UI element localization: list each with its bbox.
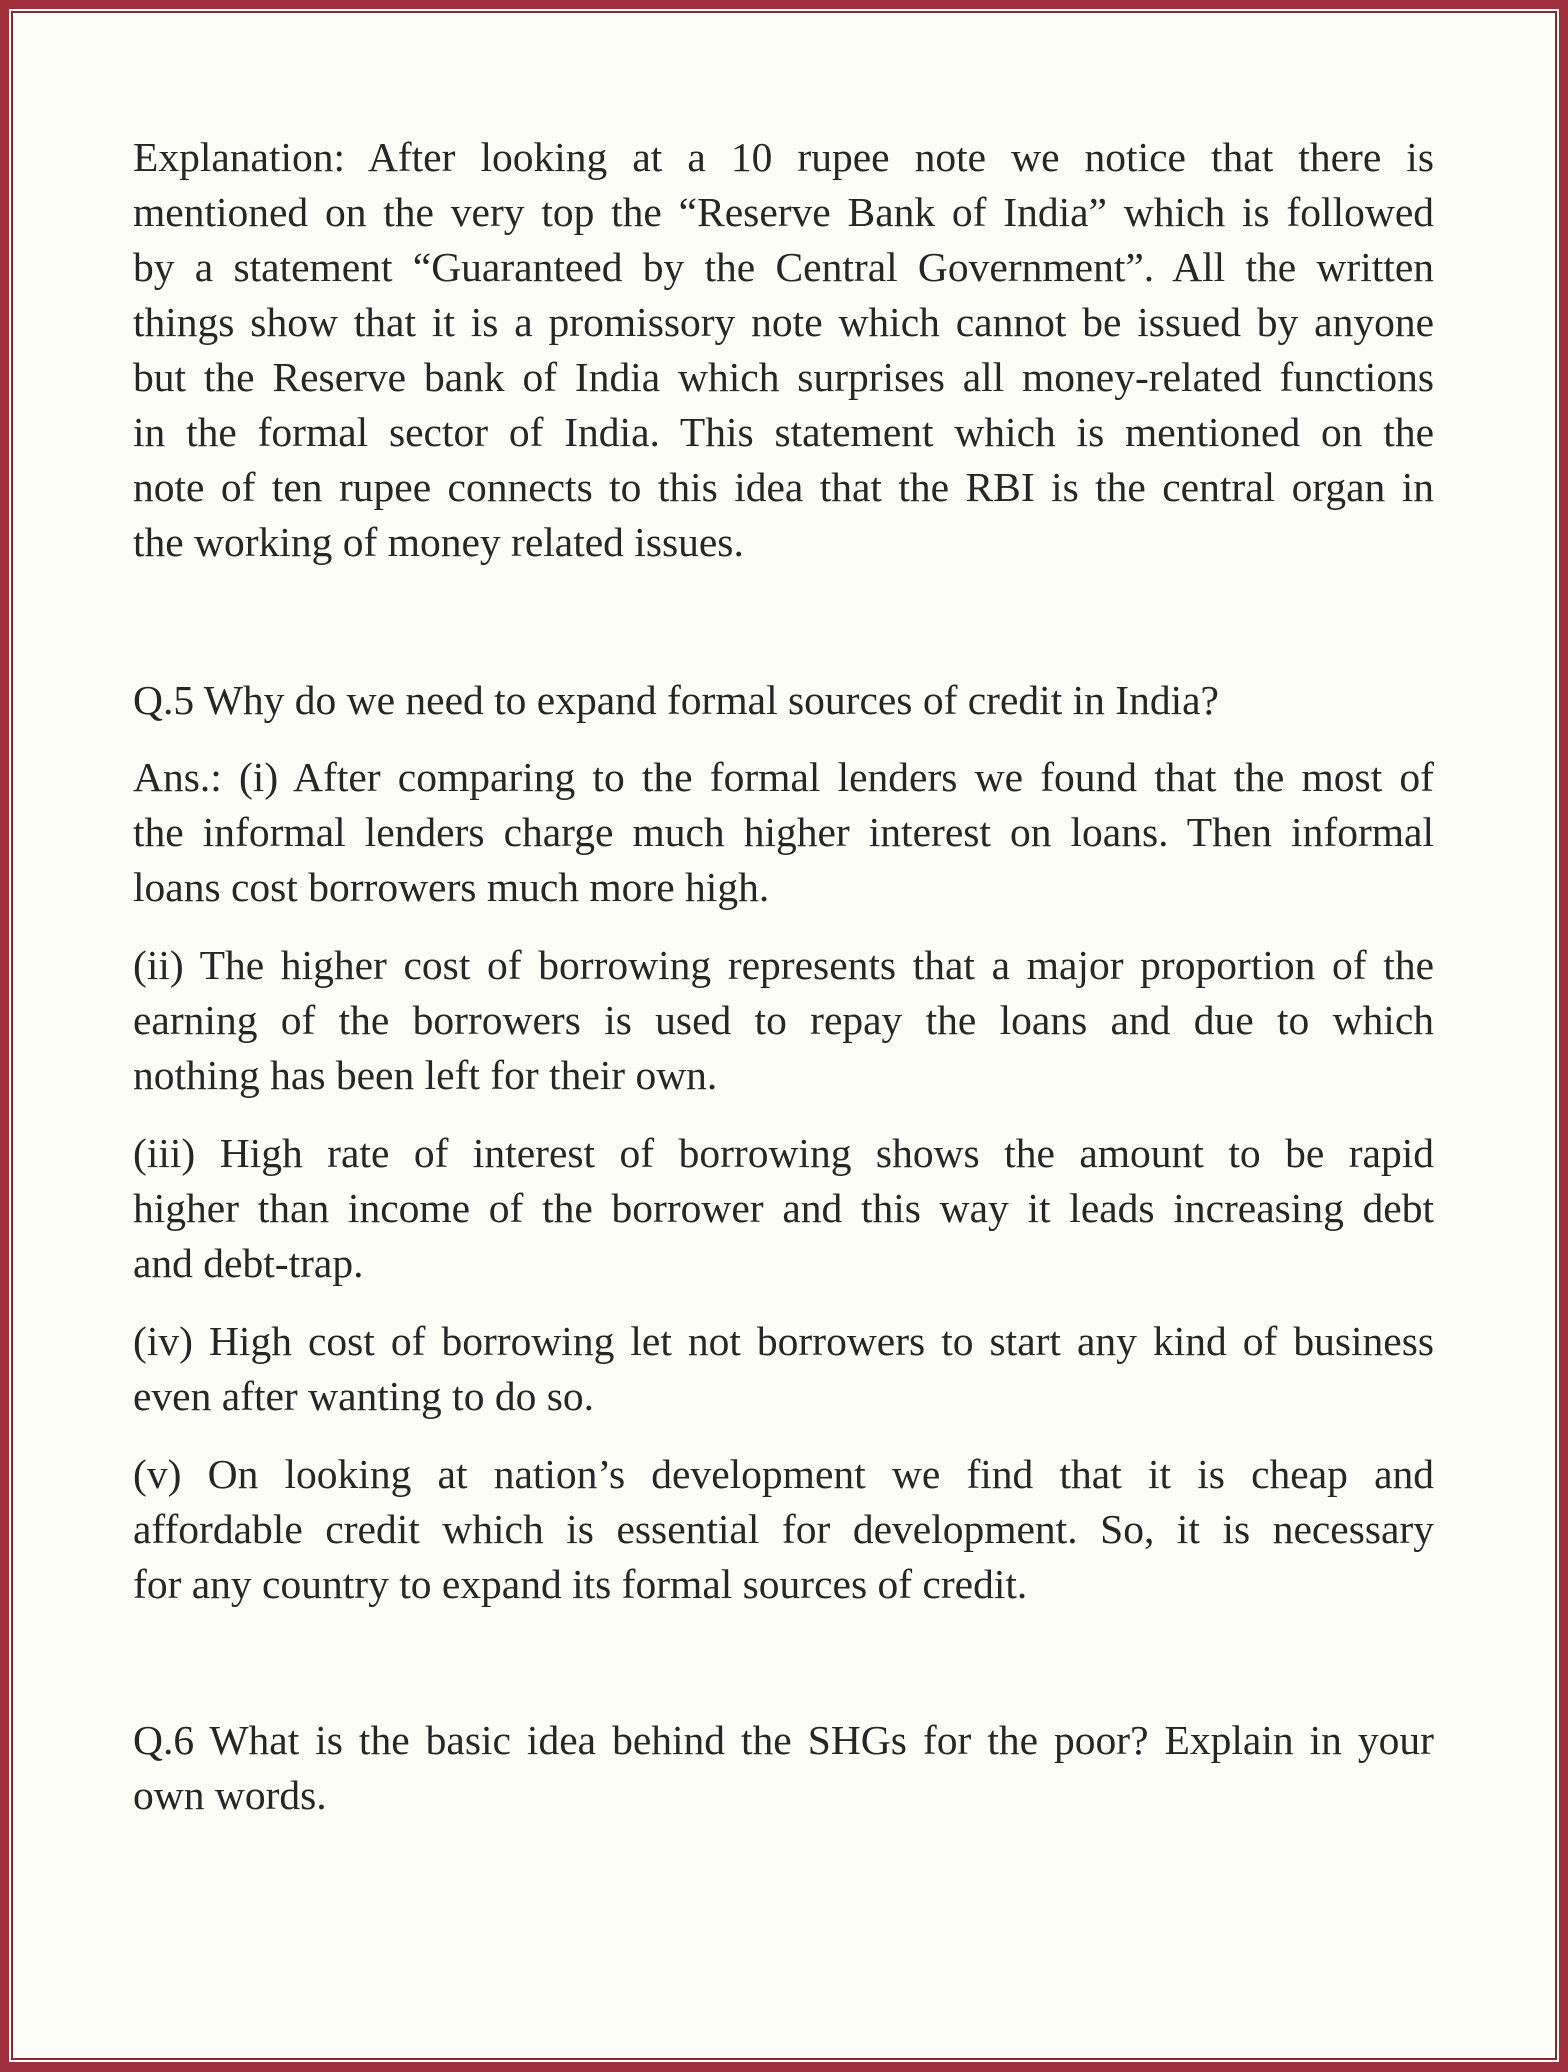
text-line: (ii) The higher cost of borrowing represents that a major proportion of the (133, 942, 1434, 988)
text-line: the working of money related issues. (133, 519, 744, 565)
text-line: mentioned on the very top the “Reserve Bank of India” which is followed (133, 189, 1434, 235)
answer-5-point-1 (133, 750, 1434, 915)
text-line: things show that it is a promissory note which cannot be issued by anyone (133, 299, 1434, 345)
answer-5-point-4 (133, 1314, 1434, 1424)
text-line: but the Reserve bank of India which surprises all money-related functions (133, 354, 1434, 400)
question-text: Q.5 Why do we need to expand formal sources of credit in India? (133, 677, 1219, 723)
text-line: Explanation: After looking at a 10 rupee note we notice that there is (133, 134, 1434, 180)
question-6 (133, 1713, 1434, 1823)
text-line: earning of the borrowers is used to repay the loans and due to which (133, 997, 1434, 1043)
text-line: in the formal sector of India. This statement which is mentioned on the (133, 409, 1434, 455)
text-line: Ans.: (i) After comparing to the formal lenders we found that the most of (133, 754, 1434, 800)
answer-5-point-3 (133, 1126, 1434, 1291)
text-line: nothing has been left for their own. (133, 1052, 718, 1098)
question-text: Q.6 What is the basic idea behind the SHGs for the poor? Explain in your (133, 1717, 1434, 1763)
answer-5-point-5 (133, 1447, 1434, 1612)
text-line: higher than income of the borrower and this way it leads increasing debt (133, 1185, 1434, 1231)
text-line: by a statement “Guaranteed by the Central Government”. All the written (133, 244, 1434, 290)
text-line: even after wanting to do so. (133, 1373, 594, 1419)
page (9, 9, 1559, 2062)
question-text: own words. (133, 1772, 327, 1818)
explanation-paragraph (133, 130, 1434, 570)
text-line: note of ten rupee connects to this idea that the RBI is the central organ in (133, 464, 1434, 510)
text-line: (iv) High cost of borrowing let not borrowers to start any kind of business (133, 1318, 1434, 1364)
text-line: for any country to expand its formal sources of credit. (133, 1561, 1028, 1607)
answer-5-point-2 (133, 938, 1434, 1103)
text-line: (v) On looking at nation’s development we find that it is cheap and (133, 1451, 1434, 1497)
text-line: (iii) High rate of interest of borrowing shows the amount to be rapid (133, 1130, 1434, 1176)
text-line: affordable credit which is essential for development. So, it is necessary (133, 1506, 1434, 1552)
text-line: the informal lenders charge much higher interest on loans. Then informal (133, 809, 1434, 855)
text-line: and debt-trap. (133, 1240, 364, 1286)
text-line: loans cost borrowers much more high. (133, 864, 770, 910)
question-5 (133, 673, 1434, 728)
